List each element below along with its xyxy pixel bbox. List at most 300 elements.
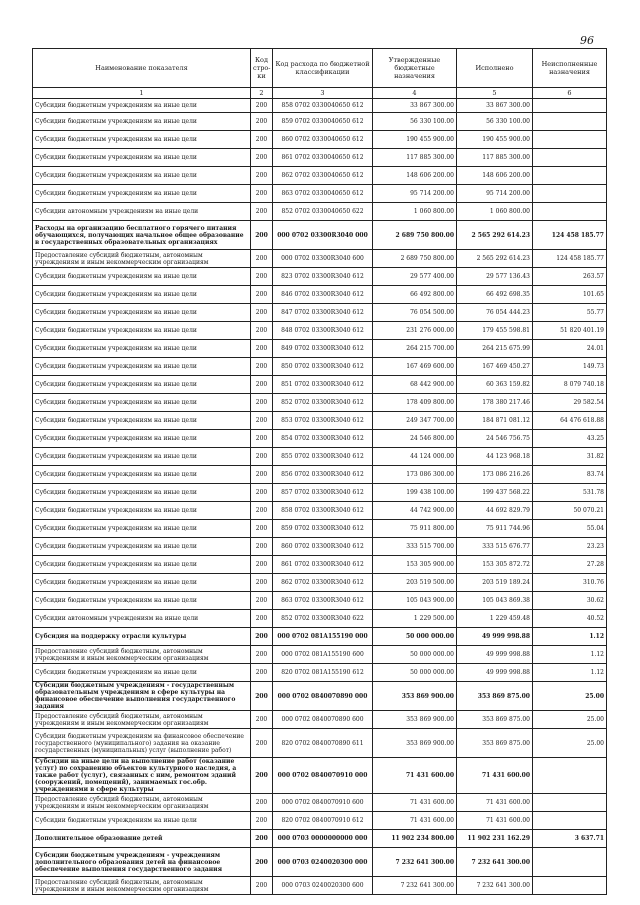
cell-executed: 44 692 829.79 — [457, 502, 533, 520]
table-row — [33, 830, 607, 848]
cell-approved: 249 347 700.00 — [373, 412, 457, 430]
column-number: 4 — [373, 88, 457, 99]
cell-approved: 264 215 700.00 — [373, 340, 457, 358]
cell-line-code: 200 — [251, 250, 273, 268]
cell-approved: 71 431 600.00 — [373, 758, 457, 794]
cell-budget-code: 853 0702 03300R3040 612 — [273, 412, 373, 430]
cell-budget-code: 855 0702 03300R3040 612 — [273, 448, 373, 466]
cell-approved: 11 902 234 800.00 — [373, 830, 457, 848]
cell-line-code: 200 — [251, 149, 273, 167]
cell-unexecuted — [533, 203, 607, 221]
cell-line-code: 200 — [251, 99, 273, 113]
cell-unexecuted — [533, 185, 607, 203]
table-row — [33, 412, 607, 430]
cell-budget-code: 852 0702 03300R3040 622 — [273, 610, 373, 628]
cell-unexecuted: 124 458 185.77 — [533, 250, 607, 268]
cell-budget-code: 851 0702 03300R3040 612 — [273, 376, 373, 394]
cell-executed: 75 911 744.96 — [457, 520, 533, 538]
cell-unexecuted: 55.77 — [533, 304, 607, 322]
cell-indicator-name: Предоставление субсидий бюджетным, автономным учреждениям и иным некоммерческим организациям — [33, 250, 251, 268]
cell-executed: 71 431 600.00 — [457, 758, 533, 794]
cell-budget-code: 859 0702 0330040650 612 — [273, 113, 373, 131]
table-row — [33, 250, 607, 268]
cell-line-code: 200 — [251, 556, 273, 574]
cell-budget-code: 862 0702 03300R3040 612 — [273, 574, 373, 592]
cell-unexecuted: 40.52 — [533, 610, 607, 628]
cell-budget-code: 862 0702 0330040650 612 — [273, 167, 373, 185]
cell-indicator-name: Субсидии бюджетным учреждениям на иные цели — [33, 99, 251, 113]
cell-unexecuted: 64 476 618.88 — [533, 412, 607, 430]
cell-budget-code: 852 0702 03300R3040 612 — [273, 394, 373, 412]
cell-line-code: 200 — [251, 340, 273, 358]
cell-executed: 333 515 676.77 — [457, 538, 533, 556]
cell-approved: 7 232 641 300.00 — [373, 848, 457, 877]
cell-executed: 71 431 600.00 — [457, 794, 533, 812]
cell-budget-code: 000 0702 03300R3040 000 — [273, 221, 373, 250]
cell-executed: 44 123 968.18 — [457, 448, 533, 466]
table-row — [33, 466, 607, 484]
table-row — [33, 149, 607, 167]
cell-approved: 148 606 200.00 — [373, 167, 457, 185]
cell-indicator-name: Субсидии бюджетным учреждениям - государственным образовательным учреждениям в сфере культуры на финансовое обеспечение выполнения государственного задания — [33, 682, 251, 711]
cell-executed: 190 455 900.00 — [457, 131, 533, 149]
cell-executed: 7 232 641 300.00 — [457, 877, 533, 895]
cell-budget-code: 000 0702 0840070910 600 — [273, 794, 373, 812]
cell-executed: 353 869 875.00 — [457, 729, 533, 758]
cell-approved: 50 000 000.00 — [373, 628, 457, 646]
cell-approved: 71 431 600.00 — [373, 812, 457, 830]
cell-executed: 60 363 159.82 — [457, 376, 533, 394]
cell-line-code: 200 — [251, 711, 273, 729]
column-number: 6 — [533, 88, 607, 99]
cell-indicator-name: Предоставление субсидий бюджетным, автономным учреждениям и иным некоммерческим организациям — [33, 646, 251, 664]
cell-line-code: 200 — [251, 758, 273, 794]
table-row — [33, 203, 607, 221]
cell-unexecuted — [533, 794, 607, 812]
cell-line-code: 200 — [251, 592, 273, 610]
cell-budget-code: 858 0702 03300R3040 612 — [273, 502, 373, 520]
cell-indicator-name: Субсидии автономным учреждениям на иные цели — [33, 610, 251, 628]
cell-indicator-name: Субсидии бюджетным учреждениям на иные цели — [33, 322, 251, 340]
cell-executed: 117 885 300.00 — [457, 149, 533, 167]
cell-executed: 66 492 698.35 — [457, 286, 533, 304]
cell-budget-code: 848 0702 03300R3040 612 — [273, 322, 373, 340]
cell-executed: 105 043 869.38 — [457, 592, 533, 610]
header-budget-code: Код расхода по бюджетной классификации — [273, 49, 373, 88]
cell-budget-code: 820 0702 0840070910 612 — [273, 812, 373, 830]
budget-execution-table — [32, 48, 607, 895]
cell-line-code: 200 — [251, 877, 273, 895]
cell-unexecuted: 1.12 — [533, 646, 607, 664]
cell-unexecuted — [533, 131, 607, 149]
cell-approved: 7 232 641 300.00 — [373, 877, 457, 895]
table-row — [33, 848, 607, 877]
cell-executed: 148 606 200.00 — [457, 167, 533, 185]
cell-approved: 66 492 800.00 — [373, 286, 457, 304]
cell-budget-code: 000 0702 081A155190 000 — [273, 628, 373, 646]
table-row — [33, 711, 607, 729]
cell-indicator-name: Дополнительное образование детей — [33, 830, 251, 848]
cell-executed: 203 519 189.24 — [457, 574, 533, 592]
cell-approved: 199 438 100.00 — [373, 484, 457, 502]
cell-line-code: 200 — [251, 628, 273, 646]
table-row — [33, 628, 607, 646]
cell-budget-code: 854 0702 03300R3040 612 — [273, 430, 373, 448]
cell-unexecuted: 25.00 — [533, 711, 607, 729]
cell-unexecuted — [533, 113, 607, 131]
cell-budget-code: 850 0702 03300R3040 612 — [273, 358, 373, 376]
cell-budget-code: 849 0702 03300R3040 612 — [273, 340, 373, 358]
table-row — [33, 322, 607, 340]
cell-indicator-name: Субсидии бюджетным учреждениям на иные цели — [33, 340, 251, 358]
cell-executed: 353 869 875.00 — [457, 711, 533, 729]
cell-line-code: 200 — [251, 538, 273, 556]
cell-executed: 11 902 231 162.29 — [457, 830, 533, 848]
cell-indicator-name: Субсидии бюджетным учреждениям на иные цели — [33, 484, 251, 502]
table-row — [33, 877, 607, 895]
table-row — [33, 682, 607, 711]
cell-indicator-name: Субсидии бюджетным учреждениям на иные цели — [33, 185, 251, 203]
cell-unexecuted: 25.00 — [533, 729, 607, 758]
cell-approved: 167 469 600.00 — [373, 358, 457, 376]
cell-approved: 2 689 750 800.00 — [373, 221, 457, 250]
cell-line-code: 200 — [251, 268, 273, 286]
cell-indicator-name: Субсидии бюджетным учреждениям на иные цели — [33, 466, 251, 484]
cell-line-code: 200 — [251, 203, 273, 221]
cell-unexecuted: 124 458 185.77 — [533, 221, 607, 250]
table-row — [33, 794, 607, 812]
cell-budget-code: 863 0702 03300R3040 612 — [273, 592, 373, 610]
cell-executed: 95 714 200.00 — [457, 185, 533, 203]
cell-line-code: 200 — [251, 221, 273, 250]
cell-unexecuted: 50 070.21 — [533, 502, 607, 520]
cell-budget-code: 000 0703 0240020300 600 — [273, 877, 373, 895]
cell-indicator-name: Субсидии автономным учреждениям на иные цели — [33, 203, 251, 221]
cell-approved: 33 867 300.00 — [373, 99, 457, 113]
cell-unexecuted: 1.12 — [533, 628, 607, 646]
cell-approved: 68 442 900.00 — [373, 376, 457, 394]
cell-indicator-name: Субсидии бюджетным учреждениям на иные цели — [33, 394, 251, 412]
cell-approved: 231 276 000.00 — [373, 322, 457, 340]
cell-budget-code: 000 0702 0840070910 000 — [273, 758, 373, 794]
cell-unexecuted: 55.04 — [533, 520, 607, 538]
cell-indicator-name: Субсидии бюджетным учреждениям на иные цели — [33, 812, 251, 830]
cell-approved: 29 577 400.00 — [373, 268, 457, 286]
cell-approved: 203 519 500.00 — [373, 574, 457, 592]
cell-unexecuted: 27.28 — [533, 556, 607, 574]
cell-indicator-name: Субсидии бюджетным учреждениям на иные цели — [33, 574, 251, 592]
cell-indicator-name: Субсидии бюджетным учреждениям на иные цели — [33, 448, 251, 466]
cell-indicator-name: Субсидии бюджетным учреждениям на иные цели — [33, 286, 251, 304]
table-row — [33, 304, 607, 322]
cell-executed: 24 546 756.75 — [457, 430, 533, 448]
cell-indicator-name: Расходы на организацию бесплатного горячего питания обучающихся, получающих начальное общее образование в государственных образовательных организациях — [33, 221, 251, 250]
cell-indicator-name: Субсидии бюджетным учреждениям на иные цели — [33, 412, 251, 430]
cell-unexecuted: 43.25 — [533, 430, 607, 448]
table-row — [33, 729, 607, 758]
cell-approved: 50 000 000.00 — [373, 646, 457, 664]
cell-unexecuted — [533, 758, 607, 794]
cell-approved: 56 330 100.00 — [373, 113, 457, 131]
table-row — [33, 268, 607, 286]
cell-indicator-name: Субсидии бюджетным учреждениям на иные цели — [33, 538, 251, 556]
cell-indicator-name: Субсидии бюджетным учреждениям на иные цели — [33, 376, 251, 394]
table-row — [33, 758, 607, 794]
cell-executed: 7 232 641 300.00 — [457, 848, 533, 877]
cell-line-code: 200 — [251, 358, 273, 376]
table-row — [33, 221, 607, 250]
budget-table-container — [32, 48, 606, 895]
cell-unexecuted — [533, 848, 607, 877]
cell-unexecuted: 263.57 — [533, 268, 607, 286]
table-row — [33, 430, 607, 448]
table-row — [33, 185, 607, 203]
table-row — [33, 502, 607, 520]
cell-budget-code: 000 0702 081A155190 600 — [273, 646, 373, 664]
cell-approved: 1 060 800.00 — [373, 203, 457, 221]
cell-indicator-name: Субсидии бюджетным учреждениям на иные цели — [33, 167, 251, 185]
cell-line-code: 200 — [251, 412, 273, 430]
cell-indicator-name: Субсидии бюджетным учреждениям на иные цели — [33, 149, 251, 167]
cell-line-code: 200 — [251, 167, 273, 185]
cell-approved: 44 124 000.00 — [373, 448, 457, 466]
cell-indicator-name: Субсидии бюджетным учреждениям на иные цели — [33, 430, 251, 448]
cell-executed: 153 305 872.72 — [457, 556, 533, 574]
cell-line-code: 200 — [251, 646, 273, 664]
cell-indicator-name: Субсидии бюджетным учреждениям на иные цели — [33, 664, 251, 682]
cell-approved: 178 409 800.00 — [373, 394, 457, 412]
cell-approved: 75 911 800.00 — [373, 520, 457, 538]
cell-line-code: 200 — [251, 448, 273, 466]
cell-executed: 76 054 444.23 — [457, 304, 533, 322]
cell-executed: 178 380 217.46 — [457, 394, 533, 412]
cell-line-code: 200 — [251, 131, 273, 149]
cell-line-code: 200 — [251, 574, 273, 592]
cell-approved: 71 431 600.00 — [373, 794, 457, 812]
cell-indicator-name: Субсидия на поддержку отрасли культуры — [33, 628, 251, 646]
header-executed: Исполнено — [457, 49, 533, 88]
cell-unexecuted — [533, 99, 607, 113]
cell-budget-code: 861 0702 0330040650 612 — [273, 149, 373, 167]
table-header-row — [33, 49, 607, 88]
cell-indicator-name: Субсидии бюджетным учреждениям - учреждениям дополнительного образования детей на финансовое обеспечение выполнения государственного задания — [33, 848, 251, 877]
cell-line-code: 200 — [251, 322, 273, 340]
cell-indicator-name: Субсидии бюджетным учреждениям на иные цели — [33, 520, 251, 538]
cell-unexecuted: 23.23 — [533, 538, 607, 556]
cell-approved: 353 869 900.00 — [373, 711, 457, 729]
table-body — [33, 99, 607, 895]
cell-line-code: 200 — [251, 430, 273, 448]
cell-budget-code: 000 0702 0840070890 600 — [273, 711, 373, 729]
cell-budget-code: 863 0702 0330040650 612 — [273, 185, 373, 203]
cell-executed: 1 060 800.00 — [457, 203, 533, 221]
header-unexecuted: Неисполненные назначения — [533, 49, 607, 88]
cell-budget-code: 000 0702 03300R3040 600 — [273, 250, 373, 268]
table-row — [33, 394, 607, 412]
cell-indicator-name: Субсидии бюджетным учреждениям на иные цели — [33, 592, 251, 610]
cell-line-code: 200 — [251, 682, 273, 711]
cell-approved: 76 054 500.00 — [373, 304, 457, 322]
cell-indicator-name: Предоставление субсидий бюджетным, автономным учреждениям и иным некоммерческим организациям — [33, 877, 251, 895]
cell-approved: 353 869 900.00 — [373, 682, 457, 711]
cell-unexecuted: 29 582.54 — [533, 394, 607, 412]
table-row — [33, 99, 607, 113]
cell-approved: 105 043 900.00 — [373, 592, 457, 610]
header-line-code: Код стро-ки — [251, 49, 273, 88]
cell-executed: 179 455 598.81 — [457, 322, 533, 340]
cell-approved: 1 229 500.00 — [373, 610, 457, 628]
column-number: 3 — [273, 88, 373, 99]
cell-line-code: 200 — [251, 812, 273, 830]
cell-executed: 184 871 081.12 — [457, 412, 533, 430]
cell-unexecuted — [533, 812, 607, 830]
cell-line-code: 200 — [251, 484, 273, 502]
cell-budget-code: 858 0702 0330040650 612 — [273, 99, 373, 113]
cell-executed: 173 086 216.26 — [457, 466, 533, 484]
cell-unexecuted: 25.00 — [533, 682, 607, 711]
column-number: 5 — [457, 88, 533, 99]
cell-budget-code: 861 0702 03300R3040 612 — [273, 556, 373, 574]
cell-line-code: 200 — [251, 520, 273, 538]
cell-indicator-name: Субсидии бюджетным учреждениям на иные цели — [33, 502, 251, 520]
column-number-row — [33, 88, 607, 99]
cell-executed: 2 565 292 614.23 — [457, 250, 533, 268]
table-row — [33, 484, 607, 502]
table-row — [33, 131, 607, 149]
cell-indicator-name: Субсидии бюджетным учреждениям на иные цели — [33, 304, 251, 322]
table-row — [33, 538, 607, 556]
cell-unexecuted: 8 079 740.18 — [533, 376, 607, 394]
cell-line-code: 200 — [251, 610, 273, 628]
cell-budget-code: 820 0702 081A155190 612 — [273, 664, 373, 682]
cell-indicator-name: Предоставление субсидий бюджетным, автономным учреждениям и иным некоммерческим организациям — [33, 711, 251, 729]
cell-executed: 49 999 998.88 — [457, 664, 533, 682]
table-row — [33, 646, 607, 664]
cell-executed: 1 229 459.48 — [457, 610, 533, 628]
cell-approved: 95 714 200.00 — [373, 185, 457, 203]
table-row — [33, 358, 607, 376]
column-number: 1 — [33, 88, 251, 99]
cell-executed: 2 565 292 614.23 — [457, 221, 533, 250]
cell-line-code: 200 — [251, 729, 273, 758]
cell-line-code: 200 — [251, 466, 273, 484]
cell-budget-code: 820 0702 0840070890 611 — [273, 729, 373, 758]
cell-line-code: 200 — [251, 394, 273, 412]
cell-indicator-name: Субсидии на иные цели на выполнение работ (оказание услуг) по сохранению объектов культурного наследия, а также работ (услуг), связанных с ним, ремонтом зданий (сооружений, помещений), занимаемых гос.обр. учреждениями в сфере культуры — [33, 758, 251, 794]
cell-unexecuted: 51 820 401.19 — [533, 322, 607, 340]
cell-unexecuted — [533, 167, 607, 185]
cell-budget-code: 860 0702 03300R3040 612 — [273, 538, 373, 556]
cell-line-code: 200 — [251, 376, 273, 394]
cell-executed: 71 431 600.00 — [457, 812, 533, 830]
cell-line-code: 200 — [251, 113, 273, 131]
table-row — [33, 167, 607, 185]
table-row — [33, 812, 607, 830]
cell-executed: 49 999 998.88 — [457, 628, 533, 646]
table-row — [33, 448, 607, 466]
cell-executed: 167 469 450.27 — [457, 358, 533, 376]
cell-line-code: 200 — [251, 286, 273, 304]
cell-indicator-name: Субсидии бюджетным учреждениям на иные цели — [33, 113, 251, 131]
cell-approved: 333 515 700.00 — [373, 538, 457, 556]
cell-executed: 264 215 675.99 — [457, 340, 533, 358]
cell-executed: 49 999 998.88 — [457, 646, 533, 664]
cell-budget-code: 852 0702 0330040650 622 — [273, 203, 373, 221]
cell-unexecuted — [533, 877, 607, 895]
header-indicator-name: Наименование показателя — [33, 49, 251, 88]
cell-approved: 117 885 300.00 — [373, 149, 457, 167]
cell-line-code: 200 — [251, 304, 273, 322]
table-row — [33, 664, 607, 682]
table-row — [33, 610, 607, 628]
cell-approved: 50 000 000.00 — [373, 664, 457, 682]
cell-approved: 24 546 800.00 — [373, 430, 457, 448]
page-number: 96 — [580, 34, 594, 47]
table-row — [33, 574, 607, 592]
table-row — [33, 340, 607, 358]
cell-approved: 44 742 900.00 — [373, 502, 457, 520]
cell-approved: 153 305 900.00 — [373, 556, 457, 574]
cell-executed: 29 577 136.43 — [457, 268, 533, 286]
cell-approved: 2 689 750 800.00 — [373, 250, 457, 268]
cell-budget-code: 000 0703 0000000000 000 — [273, 830, 373, 848]
cell-line-code: 200 — [251, 664, 273, 682]
cell-budget-code: 823 0702 03300R3040 612 — [273, 268, 373, 286]
cell-indicator-name: Предоставление субсидий бюджетным, автономным учреждениям и иным некоммерческим организациям — [33, 794, 251, 812]
cell-unexecuted: 101.65 — [533, 286, 607, 304]
header-approved: Утвержденные бюджетные назначения — [373, 49, 457, 88]
cell-budget-code: 856 0702 03300R3040 612 — [273, 466, 373, 484]
cell-budget-code: 000 0702 0840070890 000 — [273, 682, 373, 711]
column-number: 2 — [251, 88, 273, 99]
table-row — [33, 113, 607, 131]
cell-unexecuted: 310.76 — [533, 574, 607, 592]
table-row — [33, 286, 607, 304]
cell-approved: 353 869 900.00 — [373, 729, 457, 758]
cell-executed: 353 869 875.00 — [457, 682, 533, 711]
cell-executed: 56 330 100.00 — [457, 113, 533, 131]
cell-indicator-name: Субсидии бюджетным учреждениям на иные цели — [33, 556, 251, 574]
cell-line-code: 200 — [251, 185, 273, 203]
cell-indicator-name: Субсидии бюджетным учреждениям на иные цели — [33, 131, 251, 149]
cell-line-code: 200 — [251, 848, 273, 877]
cell-unexecuted: 1.12 — [533, 664, 607, 682]
table-row — [33, 592, 607, 610]
cell-executed: 199 437 568.22 — [457, 484, 533, 502]
cell-line-code: 200 — [251, 794, 273, 812]
cell-approved: 173 086 300.00 — [373, 466, 457, 484]
cell-budget-code: 847 0702 03300R3040 612 — [273, 304, 373, 322]
table-row — [33, 520, 607, 538]
cell-budget-code: 860 0702 0330040650 612 — [273, 131, 373, 149]
cell-budget-code: 000 0703 0240020300 000 — [273, 848, 373, 877]
cell-indicator-name: Субсидии бюджетным учреждениям на иные цели — [33, 358, 251, 376]
cell-executed: 33 867 300.00 — [457, 99, 533, 113]
cell-indicator-name: Субсидии бюджетным учреждениям на финансовое обеспечение государственного (муниципального) задания на оказание государственных (муниципальных) услуг (выполнение работ) — [33, 729, 251, 758]
table-row — [33, 556, 607, 574]
cell-approved: 190 455 900.00 — [373, 131, 457, 149]
cell-budget-code: 846 0702 03300R3040 612 — [273, 286, 373, 304]
cell-budget-code: 857 0702 03300R3040 612 — [273, 484, 373, 502]
cell-unexecuted: 149.73 — [533, 358, 607, 376]
cell-indicator-name: Субсидии бюджетным учреждениям на иные цели — [33, 268, 251, 286]
table-row — [33, 376, 607, 394]
cell-budget-code: 859 0702 03300R3040 612 — [273, 520, 373, 538]
cell-unexecuted: 24.01 — [533, 340, 607, 358]
cell-unexecuted: 83.74 — [533, 466, 607, 484]
cell-unexecuted: 531.78 — [533, 484, 607, 502]
cell-unexecuted — [533, 149, 607, 167]
